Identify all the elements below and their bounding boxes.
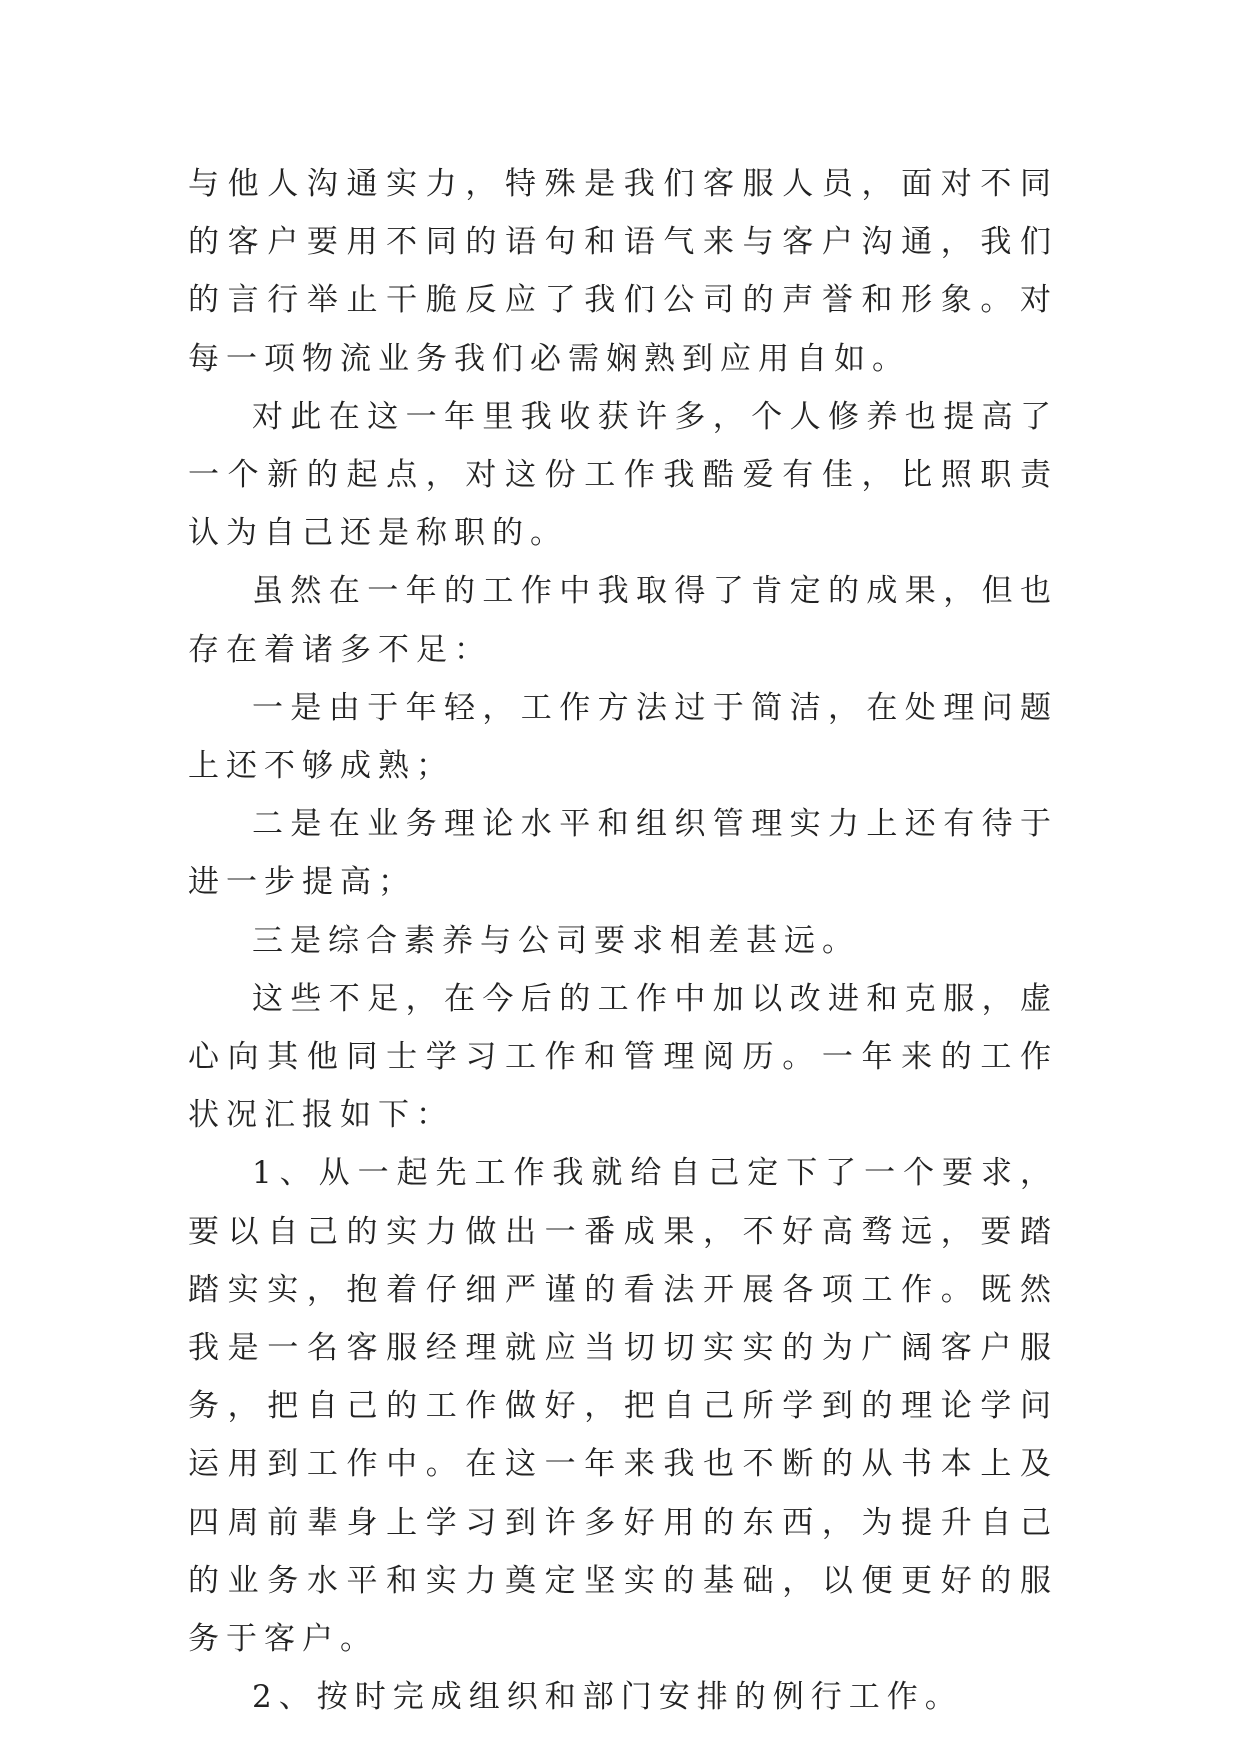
body-text xyxy=(188,155,1058,1726)
paragraph-9: 2、按时完成组织和部门安排的例行工作。 xyxy=(252,1679,963,1716)
paragraph-8: 1、从一起先工作我就给自己定下了一个要求，要以自己的实力做出一番成果，不好高骛远，要踏踏实实，抱着仔细严谨的看法开展各项工作。既然我是一名客服经理就应当切切实实的为广阔客户服务，把自己的工作做好，把自己所学到的理论学问运用到工作中。在这一年来我也不断的从书本上及四周前辈身上学习到许多好用的东西，为提升自己的业务水平和实力奠定坚实的基础，以便更好的服务于客户。 xyxy=(188,1155,1058,1658)
paragraph-6: 三是综合素养与公司要求相差甚远。 xyxy=(252,922,860,959)
paragraph-3: 虽然在一年的工作中我取得了肯定的成果，但也存在着诸多不足： xyxy=(188,573,1058,668)
paragraph-7: 这些不足，在今后的工作中加以改进和克服，虚心向其他同士学习工作和管理阅历。一年来的工作状况汇报如下： xyxy=(188,980,1058,1134)
paragraph-2: 对此在这一年里我收获许多，个人修养也提高了一个新的起点，对这份工作我酷爱有佳，比照职责认为自己还是称职的。 xyxy=(188,398,1058,552)
paragraph-4: 一是由于年轻，工作方法过于简洁，在处理问题上还不够成熟； xyxy=(188,689,1058,785)
paragraph-5: 二是在业务理论水平和组织管理实力上还有待于进一步提高； xyxy=(188,806,1058,901)
paragraph-1: 与他人沟通实力，特殊是我们客服人员，面对不同的客户要用不同的语句和语气来与客户沟通，我们的言行举止干脆反应了我们公司的声誉和形象。对每一项物流业务我们必需娴熟到应用自如。 xyxy=(188,166,1058,377)
